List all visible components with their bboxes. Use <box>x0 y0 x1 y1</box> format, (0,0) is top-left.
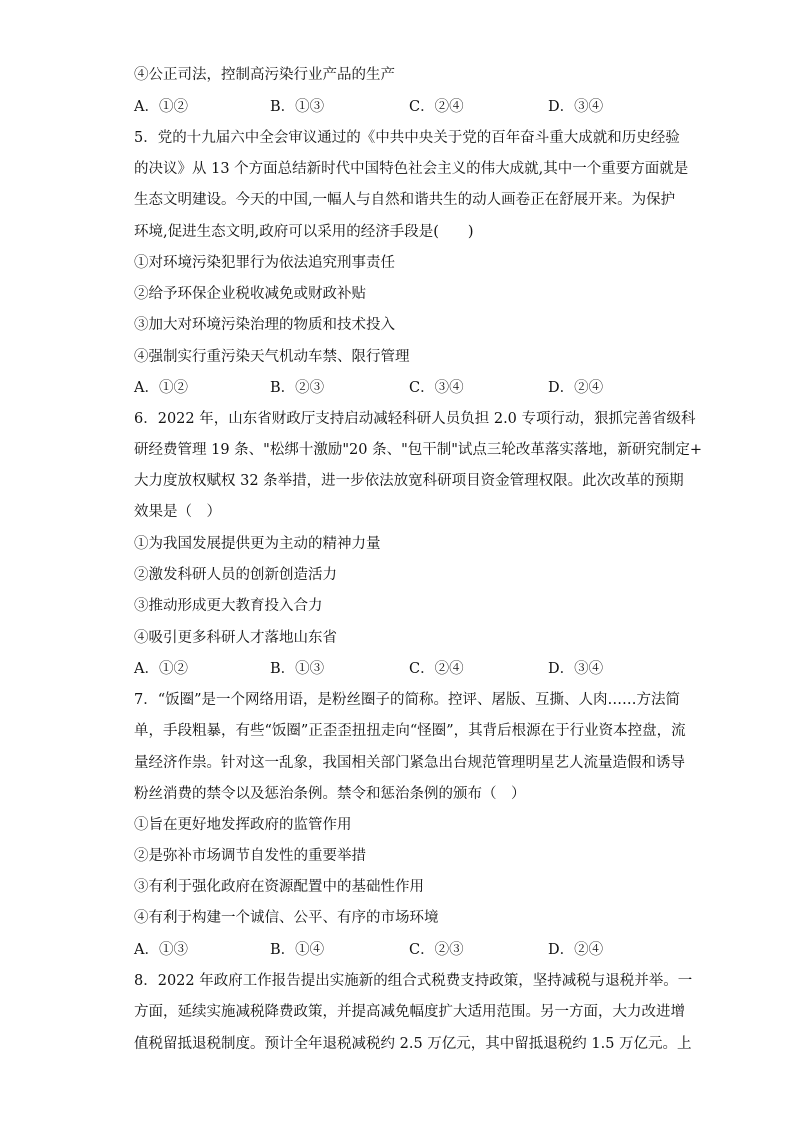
q5-item-2: ②给予环保企业税收减免或财政补贴 <box>134 286 366 302</box>
q6-stem-line-2: 研经费管理 19 条、"松绑十激励"20 条、"包干制"试点三轮改革落实落地，新研究制定+ <box>134 442 703 458</box>
q6-stem-line-1: 6．2022 年，山东省财政厅支持启动减轻科研人员负担 2.0 专项行动，狠抓完善省级科 <box>134 411 696 427</box>
q6-option-c: C．②④ <box>409 661 464 677</box>
q7-stem-line-3: 量经济作祟。针对这一乱象，我国相关部门紧急出台规范管理明星艺人流量造假和诱导 <box>134 755 685 771</box>
q4-option-a: A．①② <box>134 99 188 115</box>
q4-option-b: B．①③ <box>270 99 325 115</box>
q5-item-1: ①对环境污染犯罪行为依法追究刑事责任 <box>134 255 395 271</box>
q4-option-d: D．③④ <box>548 99 604 115</box>
q7-option-d: D．②④ <box>548 942 604 958</box>
q6-option-a: A．①② <box>134 661 188 677</box>
q6-item-4: ④吸引更多科研人才落地山东省 <box>134 630 337 646</box>
q7-item-1: ①旨在更好地发挥政府的监管作用 <box>134 817 352 833</box>
q7-stem-line-2: 单，手段粗暴，有些“饭圈”正歪歪扭扭走向“怪圈”，其背后根源在于行业资本控盘，流 <box>134 723 686 739</box>
q7-option-c: C．②③ <box>409 942 464 958</box>
q4-options <box>134 97 664 117</box>
q7-option-a: A．①③ <box>134 942 188 958</box>
q7-stem-line-1: 7．“饭圈”是一个网络用语，是粉丝圈子的简称。控评、屠版、互撕、人肉……方法简 <box>134 692 681 708</box>
q8-stem-line-2: 方面，延续实施减税降费政策，并提高减免幅度扩大适用范围。另一方面，大力改进增 <box>134 1004 685 1020</box>
q5-item-4: ④强制实行重污染天气机动车禁、限行管理 <box>134 349 410 365</box>
q6-item-1: ①为我国发展提供更为主动的精神力量 <box>134 536 381 552</box>
q7-option-b: B．①④ <box>270 942 325 958</box>
q7-item-2: ②是弥补市场调节自发性的重要举措 <box>134 848 366 864</box>
q7-options <box>134 940 664 960</box>
q4-option-c: C．②④ <box>409 99 464 115</box>
q4-item-4: ④公正司法，控制高污染行业产品的生产 <box>134 67 395 83</box>
q6-item-3: ③推动形成更大教育投入合力 <box>134 598 323 614</box>
q8-stem-line-1: 8．2022 年政府工作报告提出实施新的组合式税费支持政策，坚持减税与退税并举。一 <box>134 973 693 989</box>
q5-option-b: B．②③ <box>270 380 325 396</box>
q6-options <box>134 659 664 679</box>
q7-stem-line-4: 粉丝消费的禁令以及惩治条例。禁令和惩治条例的颁布（ ） <box>134 786 526 802</box>
q5-option-d: D．②④ <box>548 380 604 396</box>
q6-stem-line-4: 效果是（ ） <box>134 504 221 520</box>
q5-options <box>134 378 664 398</box>
q5-stem-line-2: 的决议》从 13 个方面总结新时代中国特色社会主义的伟大成就,其中一个重要方面就是 <box>134 161 689 177</box>
q6-option-b: B．①③ <box>270 661 325 677</box>
q5-option-a: A．①② <box>134 380 188 396</box>
q6-option-d: D．③④ <box>548 661 604 677</box>
q5-stem-line-1: 5．党的十九届六中全会审议通过的《中共中央关于党的百年奋斗重大成就和历史经验 <box>134 130 680 146</box>
q5-stem-line-4: 环境,促进生态文明,政府可以采用的经济手段是( ) <box>134 224 474 240</box>
q6-stem-line-3: 大力度放权赋权 32 条举措，进一步依法放宽科研项目资金管理权限。此次改革的预期 <box>134 473 684 489</box>
q7-item-3: ③有利于强化政府在资源配置中的基础性作用 <box>134 879 424 895</box>
q5-option-c: C．③④ <box>409 380 464 396</box>
q7-item-4: ④有利于构建一个诚信、公平、有序的市场环境 <box>134 910 439 926</box>
q8-stem-line-3: 值税留抵退税制度。预计全年退税减税约 2.5 万亿元，其中留抵退税约 1.5 万亿元。上 <box>134 1036 692 1052</box>
q6-item-2: ②激发科研人员的创新创造活力 <box>134 567 337 583</box>
q5-item-3: ③加大对环境污染治理的物质和技术投入 <box>134 317 395 333</box>
q5-stem-line-3: 生态文明建设。今天的中国,一幅人与自然和谐共生的动人画卷正在舒展开来。为保护 <box>134 192 676 208</box>
